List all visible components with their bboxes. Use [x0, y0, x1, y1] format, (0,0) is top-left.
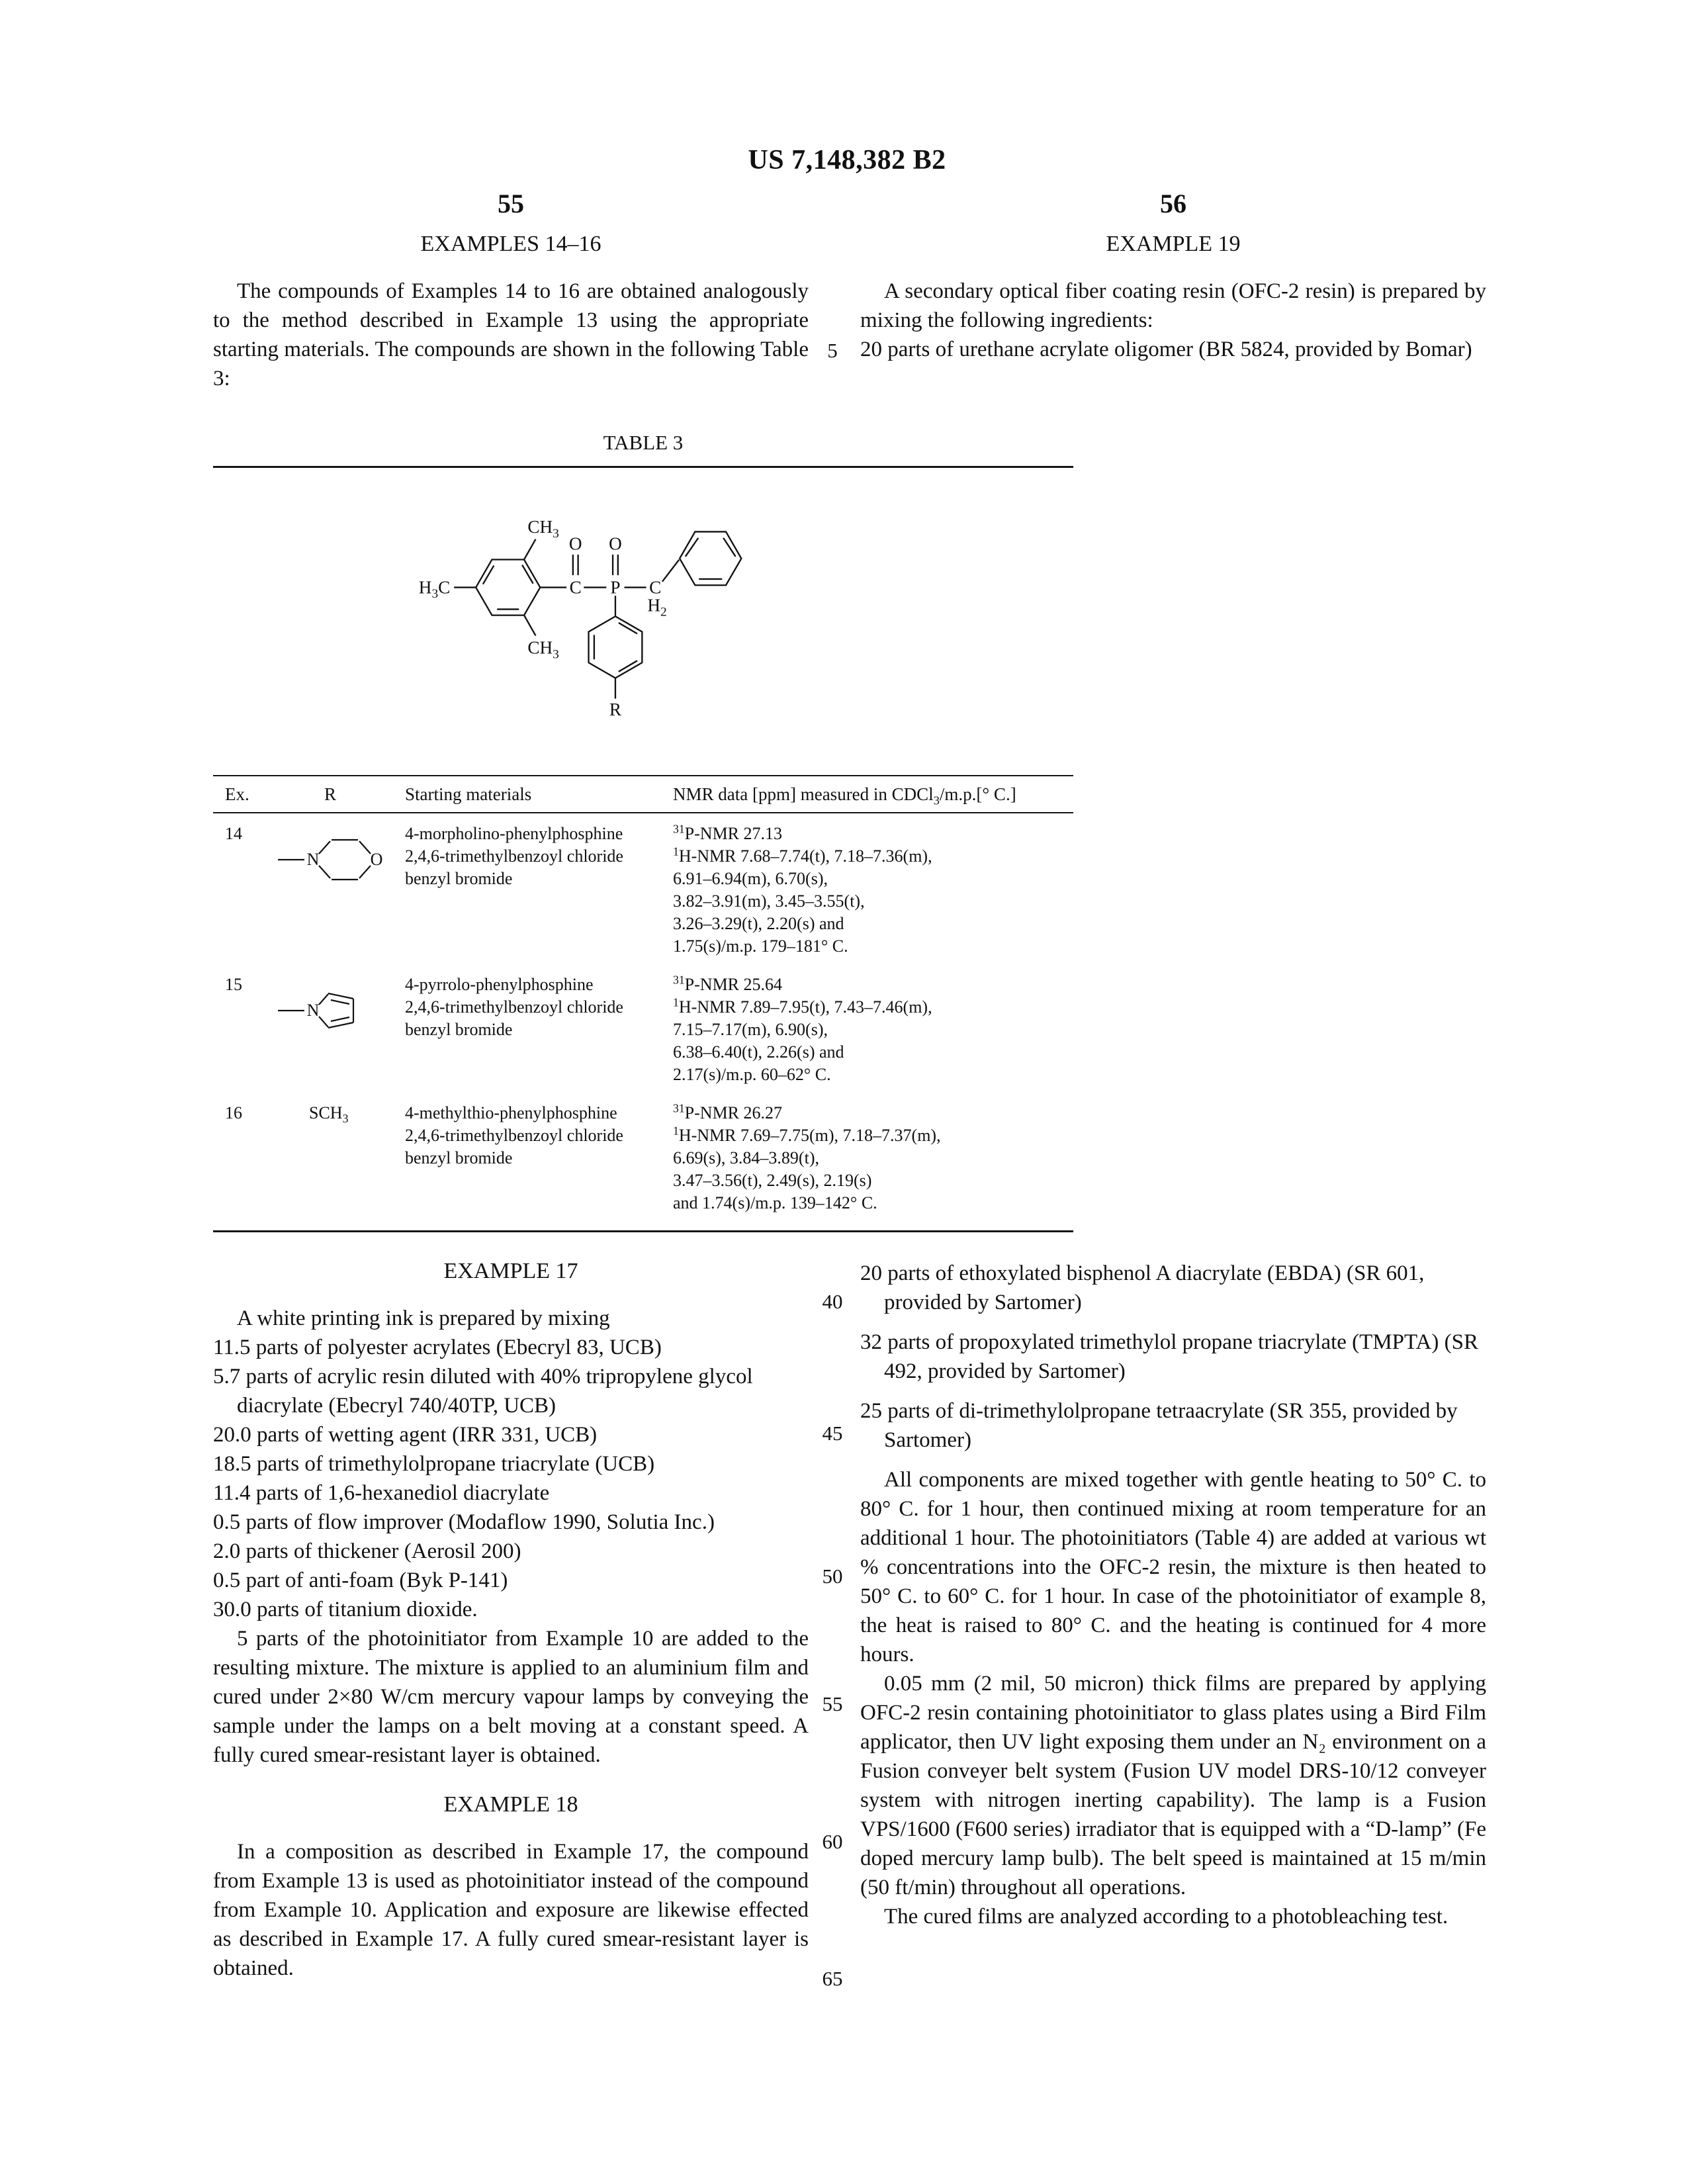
- table-rule-top: [213, 466, 1073, 468]
- example-18-paragraph: In a composition as described in Example 17, the compound from Example 13 is used as photoinitiator instead of the compound from Example 10. Application and exposure are likewise effected as described in Example 17. A fully cured smear-resistant layer is obtained.: [213, 1840, 809, 1980]
- mixing-paragraph: All components are mixed together with gentle heating to 50° C. to 80° C. for 1 hour, then continued mixing at room temperature for an additional 1 hour. The photoinitiators (Table 4) are added at various wt % concentrations into the OFC-2 resin, the mixture is then heated to 50° C. to 60° C. for 1 hour. In case of the photoinitiator of example 8, the heat is raised to 80° C. and the heating is continued for 4 more hours.: [860, 1468, 1486, 1666]
- page-number-right: 56: [1160, 189, 1186, 218]
- column-right-bottom: [860, 1259, 1486, 1931]
- example-17-paragraph: 5 parts of the photoinitiator from Example 10 are added to the resulting mixture. The mixture is applied to an aluminium film and cured under 2×80 W/cm mercury vapour lamps by conveying the sample under the lamps on a belt moving at a constant speed. A fully cured smear-resistant layer is obtained.: [213, 1627, 809, 1767]
- photoinitiator-structure-diagram: [412, 478, 862, 767]
- table3-ex-cell: 16: [225, 1103, 242, 1122]
- header-ex: Ex.: [225, 784, 249, 804]
- bond-lines: [278, 840, 371, 880]
- table3-starting-materials-cell: 4-morpholino-phenylphosphine 2,4,6-trimethylbenzoyl chloride benzyl bromide: [405, 824, 623, 888]
- table-rule-bottom: [213, 1230, 1073, 1232]
- bond-lines: [454, 531, 741, 698]
- phosphoryl-oxygen-label: O: [609, 533, 622, 554]
- r-group-label: R: [609, 699, 622, 719]
- ink-ingredient: 5.7 parts of acrylic resin diluted with 40% tripropylene glycol diacrylate (Ebecryl 740/40TP, UCB): [213, 1365, 753, 1418]
- line-number: 45: [822, 1422, 843, 1445]
- example-17-intro: A white printing ink is prepared by mixing: [237, 1306, 610, 1330]
- table3-row: [213, 823, 1073, 958]
- table3-starting-materials-cell: 4-methylthio-phenylphosphine 2,4,6-trimethylbenzoyl chloride benzyl bromide: [405, 1103, 623, 1167]
- nitrogen-atom-label: N: [306, 850, 320, 869]
- line-number: 50: [822, 1565, 843, 1588]
- line-number: 55: [822, 1692, 843, 1715]
- table3-row: [213, 1102, 1073, 1214]
- ink-ingredient: 0.5 parts of flow improver (Modaflow 1990, Solutia Inc.): [213, 1510, 715, 1534]
- examples-14-16-paragraph: The compounds of Examples 14 to 16 are obtained analogously to the method described in Example 13 using the appropriate starting materials. The compounds are shown in the following Table 3:: [213, 279, 809, 390]
- header-r: R: [324, 784, 337, 804]
- ink-ingredient: 11.5 parts of polyester acrylates (Ebecryl 83, UCB): [213, 1336, 662, 1359]
- column-left-top: [213, 232, 809, 393]
- line-number: 40: [822, 1290, 843, 1313]
- column-left-bottom: [213, 1259, 809, 1983]
- ch3-top-label: $CH_3$: [527, 517, 559, 541]
- line-number: 5: [827, 339, 838, 362]
- ink-ingredient: 11.4 parts of 1,6-hexanediol diacrylate: [213, 1481, 550, 1505]
- heading-example-19: EXAMPLE 19: [1106, 232, 1241, 256]
- oxygen-atom-label: O: [370, 850, 383, 869]
- carbonyl-carbon-label: C: [569, 577, 582, 598]
- table3-starting-materials-cell: 4-pyrrolo-phenylphosphine 2,4,6-trimethylbenzoyl chloride benzyl bromide: [405, 975, 623, 1039]
- resin-ingredient: 20 parts of ethoxylated bisphenol A diacrylate (EBDA) (SR 601, provided by Sartomer): [860, 1261, 1425, 1314]
- header-nmr-data: NMR data [ppm] measured in CDCl$_3$/m.p.[° C.]: [673, 784, 1016, 807]
- table-3-header-row: [213, 775, 1073, 813]
- table3-ex-cell: 15: [225, 975, 242, 994]
- morpholine-ring-structure: [273, 823, 398, 897]
- nitrogen-atom-label: N: [306, 1001, 320, 1020]
- patent-number: US 7,148,382 B2: [748, 145, 946, 175]
- line-number: 65: [822, 1967, 843, 1990]
- table3-r-cell: [273, 1102, 405, 1214]
- heading-examples-14-16: EXAMPLES 14–16: [420, 232, 602, 256]
- r-group-text: $SCH_3$: [309, 1103, 349, 1126]
- ink-ingredient: 2.0 parts of thickener (Aerosil 200): [213, 1539, 521, 1563]
- table3-r-cell: [273, 823, 405, 958]
- example-19-paragraph: A secondary optical fiber coating resin (OFC-2 resin) is prepared by mixing the following ingredients:: [860, 279, 1486, 332]
- resin-ingredient: 32 parts of propoxylated trimethylol propane triacrylate (TMPTA) (SR 492, provided by Sartomer): [860, 1330, 1478, 1383]
- table-3-title: TABLE 3: [603, 431, 684, 454]
- carbonyl-oxygen-label: O: [568, 533, 582, 554]
- pyrrole-ring-structure: [273, 974, 398, 1048]
- film-preparation-paragraph: 0.05 mm (2 mil, 50 micron) thick films are prepared by applying OFC-2 resin containing photoinitiator to glass plates using a Bird Film applicator, then UV light exposing them under an N₂ environment on a Fusion conveyer belt system (Fusion UV model DRS-10/12 conveyer system with nitrogen inerting capability). The lamp is a Fusion VPS/1600 (F600 series) irradiator that is equipped with a “D-lamp” (Fe doped mercury lamp bulb). The belt speed is maintained at 15 m/min (50 ft/min) throughout all operations.: [860, 1672, 1486, 1899]
- ink-ingredient: 30.0 parts of titanium dioxide.: [213, 1598, 478, 1621]
- example-19-ingredient: 20 parts of urethane acrylate oligomer (BR 5824, provided by Bomar): [860, 338, 1472, 361]
- resin-ingredient: 25 parts of di-trimethylolpropane tetraacrylate (SR 355, provided by Sartomer): [860, 1399, 1458, 1452]
- methylene-carbon-label: C: [649, 577, 662, 598]
- table3-ex-cell: 14: [225, 824, 242, 843]
- ink-ingredient: 20.0 parts of wetting agent (IRR 331, UCB): [213, 1423, 598, 1447]
- table3-nmr-cell: $^{31}$P-NMR 25.64 $^1$H-NMR 7.89–7.95(t), 7.43–7.46(m), 7.15–7.17(m), 6.90(s), 6.38–6.40(t), 2.26(s) and 2.17(s)/m.p. 60–62° C.: [673, 973, 932, 1084]
- page-number-left: 55: [498, 189, 524, 218]
- table3-rows: [213, 823, 1073, 1214]
- photobleaching-paragraph: The cured films are analyzed according to a photobleaching test.: [884, 1905, 1449, 1929]
- table3-nmr-cell: $^{31}$P-NMR 27.13 $^1$H-NMR 7.68–7.74(t), 7.18–7.36(m), 6.91–6.94(m), 6.70(s), 3.82–3.91(m), 3.45–3.55(t), 3.26–3.29(t), 2.20(s) and 1.75(s)/m.p. 179–181° C.: [673, 822, 932, 956]
- ch3-bottom-label: $CH_3$: [527, 637, 559, 662]
- methylene-h2-label: $H_2$: [647, 595, 667, 619]
- heading-example-17: EXAMPLE 17: [443, 1259, 578, 1283]
- line-number: 60: [822, 1830, 843, 1853]
- h3c-label: $H_3C$: [418, 577, 451, 602]
- heading-example-18: EXAMPLE 18: [443, 1792, 578, 1817]
- header-starting-materials: Starting materials: [405, 784, 532, 804]
- ink-ingredient: 18.5 parts of trimethylolpropane triacrylate (UCB): [213, 1452, 655, 1476]
- table-3: [213, 429, 1073, 1232]
- table3-row: [213, 974, 1073, 1086]
- table3-nmr-cell: $^{31}$P-NMR 26.27 $^1$H-NMR 7.69–7.75(m), 7.18–7.37(m), 6.69(s), 3.84–3.89(t), 3.47–3.56(t), 2.49(s), 2.19(s) and 1.74(s)/m.p. 139–142° C.: [673, 1101, 941, 1212]
- ink-ingredient: 0.5 part of anti-foam (Byk P-141): [213, 1569, 508, 1592]
- phosphorus-label: P: [610, 577, 621, 598]
- column-right-top: [860, 232, 1486, 364]
- table3-r-cell: [273, 974, 405, 1086]
